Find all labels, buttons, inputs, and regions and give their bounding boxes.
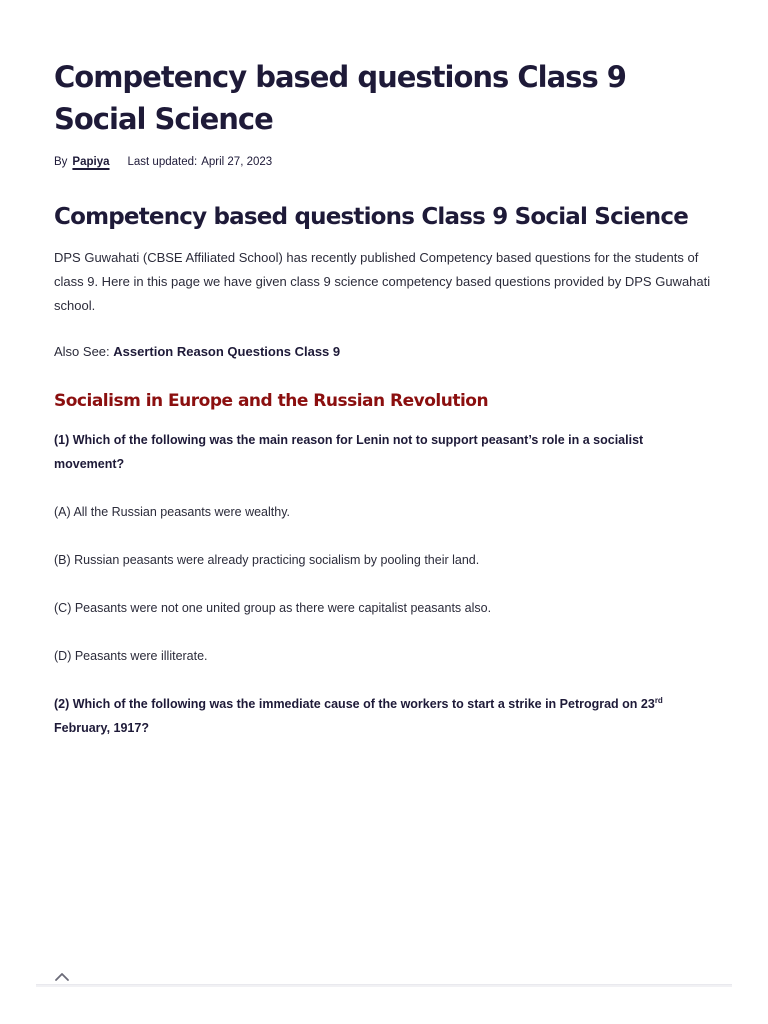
chapter-subheading: Socialism in Europe and the Russian Revolution <box>54 391 489 411</box>
post-title: Competency based questions Class 9 Social Science <box>54 60 626 136</box>
chevron-up-icon <box>54 972 70 982</box>
q2-superscript: rd <box>654 695 663 705</box>
q1-option-c: (C) Peasants were not one united group as there were capitalist peasants also. <box>54 601 492 615</box>
also-see-link[interactable]: Assertion Reason Questions Class 9 <box>113 344 341 359</box>
also-see <box>54 340 714 364</box>
updated-label: Last updated: <box>127 156 198 168</box>
question-1: (1) Which of the following was the main reason for Lenin not to support peasant’s role in a socialist movement? <box>54 433 644 471</box>
bottom-bar <box>36 984 732 987</box>
intro-paragraph: DPS Guwahati (CBSE Affiliated School) has recently published Competency based questions for the students of class 9. Here in this page we have given class 9 science competency based questions provided by DPS Guwahati school. <box>54 250 711 313</box>
section-title: Competency based questions Class 9 Social Science <box>54 204 688 230</box>
article <box>54 56 714 740</box>
q2-text-after: February, 1917? <box>54 721 149 735</box>
author-link[interactable]: Papiya <box>72 156 110 168</box>
q1-option-a: (A) All the Russian peasants were wealthy. <box>54 505 290 519</box>
by-label: By <box>54 156 68 168</box>
also-see-label: Also See: <box>54 344 110 359</box>
question-2 <box>54 692 714 740</box>
q1-option-b: (B) Russian peasants were already practicing socialism by pooling their land. <box>54 553 480 567</box>
q1-option-d: (D) Peasants were illiterate. <box>54 649 208 663</box>
updated-date: April 27, 2023 <box>201 156 273 168</box>
q2-text-before: (2) Which of the following was the immediate cause of the workers to start a strike in Petrograd on 23 <box>54 697 655 711</box>
post-meta <box>54 156 714 168</box>
